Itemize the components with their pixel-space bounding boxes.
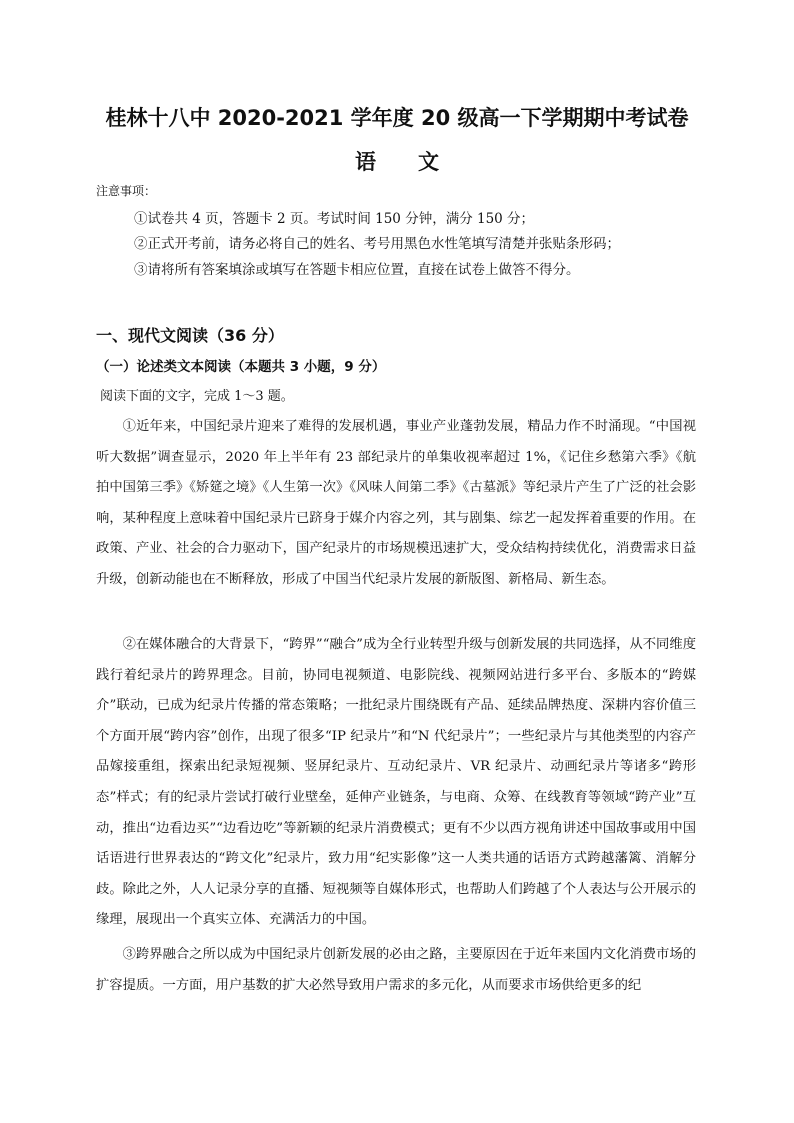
notice-item-1: ①试卷共 4 页，答题卡 2 页。考试时间 150 分钟，满分 150 分； [134,211,535,227]
paragraph-1: ①近年来，中国纪录片迎来了难得的发展机遇，事业产业蓬勃发展，精品力作不时涌现。“中国视听大数据”调查显示，2020 年上半年有 23 部纪录片的单集收视率超过 1%，《记住乡愁第六季》《航拍中国第三季》《矫筵之境》《人生第一次》《风味人间第二季》《古墓派》等纪录片产生了广泛的社会影响，某种程度上意味着中国纪录片已跻身于媒介内容之列，其与剧集、综艺一起发挥着重要的作用。在政策、产业、社会的合力驱动下，国产纪录片的市场规模迅速扩大，受众结构持续优化，消费需求日益升级，创新动能也在不断释放，形成了中国当代纪录片发展的新版图、新格局、新生态。 [96,419,696,587]
notice-item-2: ②正式开考前，请务必将自己的姓名、考号用黑色水性笔填写清楚并张贴条形码； [134,236,620,252]
exam-title: 桂林十八中 2020-2021 学年度 20 级高一下学期期中考试卷 [105,106,689,130]
reading-instruction: 阅读下面的文字，完成 1～3 题。 [100,389,294,404]
notice-item-3: ③请将所有答案填涂或填写在答题卡相应位置，直接在试卷上做答不得分。 [134,262,580,278]
notice-heading: 注意事项： [96,184,157,198]
subsection-heading: （一）论述类文本阅读（本题共 3 小题，9 分） [96,359,386,375]
paragraph-2: ②在媒体融合的大背景下，“跨界”“融合”成为全行业转型升级与创新发展的共同选择，从不同维度践行着纪录片的跨界理念。目前，协同电视频道、电影院线、视频网站进行多平台、多版本的“跨媒介”联动，已成为纪录片传播的常态策略；一批纪录片围绕既有产品、延续品牌热度、深耕内容价值三个方面开展“跨内容”创作，出现了很多“IP 纪录片”和“N 代纪录片”；一些纪录片与其他类型的内容产品嫁接重组，探索出纪录短视频、竖屏纪录片、互动纪录片、VR 纪录片、动画纪录片等诸多“跨形态”样式；有的纪录片尝试打破行业壁垒，延伸产业链条，与电商、众筹、在线教育等领域“跨产业”互动，推出“边看边买”“边看边吃”等新颖的纪录片消费模式；更有不少以西方视角讲述中国故事或用中国话语进行世界表达的“跨文化”纪录片，致力用“纪实影像”这一人类共通的话语方式跨越藩篱、消解分歧。除此之外，人人记录分享的直播、短视频等自媒体形式，也帮助人们跨越了个人表达与公开展示的缘理，展现出一个真实立体、充满活力的中国。 [96,637,696,928]
paragraph-3: ③跨界融合之所以成为中国纪录片创新发展的必由之路，主要原因在于近年来国内文化消费市场的扩容提质。一方面，用户基数的扩大必然导致用户需求的多元化，从而要求市场供给更多的纪 [96,947,696,993]
section-heading: 一、现代文阅读（36 分） [96,326,284,345]
subject-title: 语 文 [355,150,439,174]
